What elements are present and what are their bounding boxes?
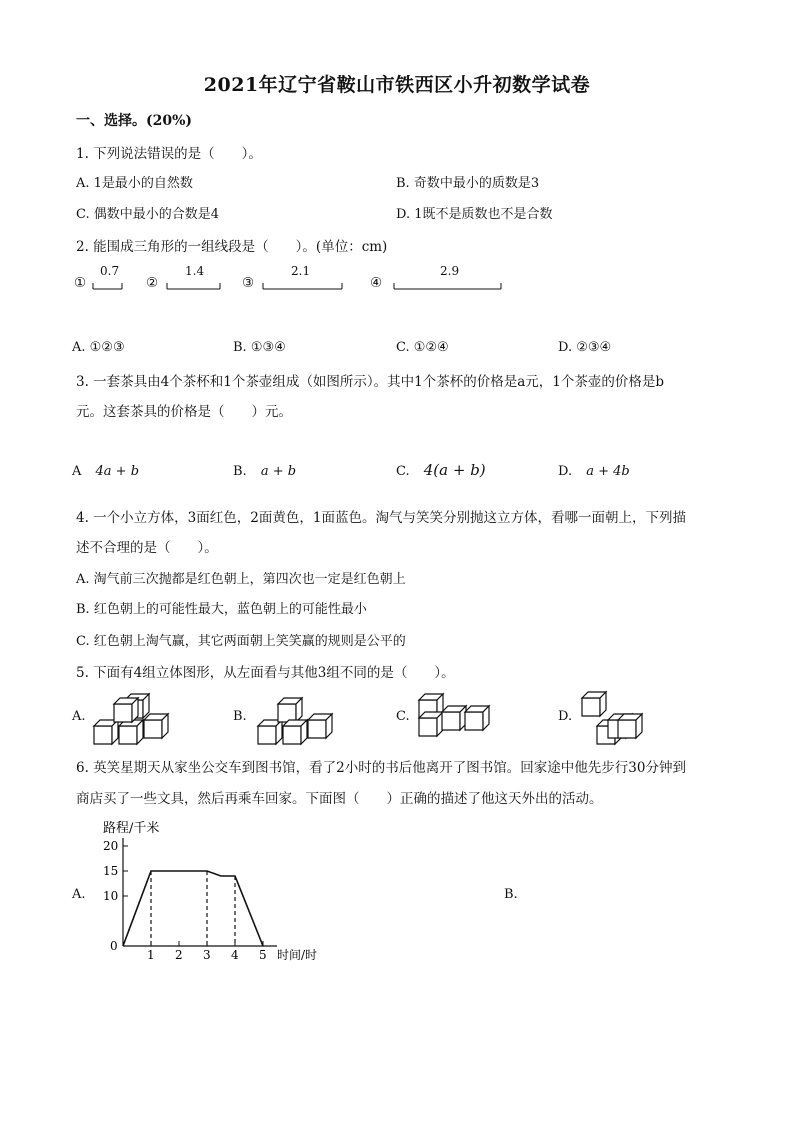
segment-2-mark: ②	[146, 275, 159, 291]
question-5-stem: 5. 下面有4组立体图形，从左面看与其他3组不同的是（ ）。	[76, 665, 455, 681]
segment-4-line	[393, 282, 503, 292]
question-2-stem: 2. 能围成三角形的一组线段是（ ）。(单位：cm)	[76, 239, 388, 255]
question-1-option-d: D. 1既不是质数也不是合数	[396, 207, 553, 222]
question-3-line-1: 3. 一套茶具由4个茶杯和1个茶壶组成（如图所示）。其中1个茶杯的价格是a元，1个茶壶的价格是b	[76, 374, 664, 390]
question-1-stem: 1. 下列说法错误的是（ ）。	[76, 146, 262, 162]
segment-1-line	[92, 282, 124, 292]
y-tick-label: 0	[110, 939, 118, 953]
question-3-option-c	[396, 461, 486, 479]
question-5-option-b-label: B.	[233, 709, 247, 724]
segment-1-mark: ①	[74, 275, 87, 291]
question-6-line-1: 6. 英笑星期天从家坐公交车到图书馆，看了2小时的书后他离开了图书馆。回家途中他先步行30分钟到	[76, 760, 686, 776]
distance-line	[123, 871, 263, 946]
option-a-letter: A	[72, 464, 82, 479]
y-tick-label: 15	[103, 864, 119, 878]
question-5-option-d-label: D.	[558, 709, 573, 724]
question-3-option-a	[72, 464, 139, 479]
distance-time-chart	[95, 818, 340, 968]
section-heading-choice: 一、选择。(20%)	[76, 113, 193, 129]
segment-1-length: 0.7	[100, 264, 120, 278]
question-2-option-b: B. ①③④	[233, 340, 286, 355]
cube-figure-b	[256, 688, 336, 746]
question-3-option-b	[233, 464, 296, 479]
y-axis-title: 路程/千米	[103, 821, 160, 836]
cube-figure-d	[580, 688, 660, 746]
question-6-line-2: 商店买了一些文具，然后再乘车回家。下面图（ ）正确的描述了他这天外出的活动。	[76, 791, 603, 807]
segment-2-line	[166, 282, 222, 292]
y-tick-label: 20	[103, 839, 119, 853]
x-tick-label: 3	[203, 948, 211, 962]
segment-3-line	[262, 282, 344, 292]
x-tick-label: 5	[259, 948, 267, 962]
question-4-option-a: A. 淘气前三次抛都是红色朝上，第四次也一定是红色朝上	[76, 572, 406, 587]
x-tick-label: 1	[147, 948, 155, 962]
question-4-option-c: C. 红色朝上淘气赢，其它两面朝上笑笑赢的规则是公平的	[76, 634, 406, 649]
question-5-option-a-label: A.	[72, 709, 86, 724]
page-title: 2021年辽宁省鞍山市铁西区小升初数学试卷	[203, 74, 591, 96]
segment-4-mark: ④	[370, 275, 383, 291]
question-1-option-b: B. 奇数中最小的质数是3	[396, 176, 540, 191]
question-6-option-a-label: A.	[72, 887, 86, 902]
option-c-letter: C.	[396, 464, 410, 479]
segment-3-length: 2.1	[291, 264, 311, 278]
option-b-letter: B.	[233, 464, 247, 479]
option-a-expression: 4a + b	[95, 464, 140, 479]
question-4-option-b: B. 红色朝上的可能性最大，蓝色朝上的可能性最小	[76, 602, 367, 617]
question-1-option-c: C. 偶数中最小的合数是4	[76, 207, 220, 222]
x-tick-label: 4	[231, 948, 239, 962]
segment-4-length: 2.9	[440, 264, 460, 278]
option-d-expression: a + 4b	[586, 464, 630, 479]
question-2-option-a: A. ①②③	[72, 340, 125, 355]
option-c-expression: 4(a + b)	[423, 461, 486, 479]
question-4-line-1: 4. 一个小立方体，3面红色，2面黄色，1面蓝色。淘气与笑笑分别抛这立方体，看哪一面朝上，下列描	[76, 510, 686, 526]
question-3-line-2: 元。这套茶具的价格是（ ）元。	[76, 404, 292, 420]
question-2-option-d: D. ②③④	[558, 340, 612, 355]
question-4-line-2: 述不合理的是（ ）。	[76, 540, 218, 556]
question-3-option-d	[558, 464, 630, 479]
x-axis-title: 时间/时	[277, 948, 318, 962]
option-b-expression: a + b	[260, 464, 297, 479]
cube-figure-c	[417, 690, 497, 746]
x-tick-label: 2	[175, 948, 183, 962]
question-1-option-a: A. 1是最小的自然数	[76, 176, 193, 191]
question-6-option-b-label: B.	[504, 887, 518, 902]
cube-figure-a	[92, 688, 172, 746]
question-5-option-c-label: C.	[396, 709, 410, 724]
question-2-option-c: C. ①②④	[396, 340, 449, 355]
option-d-letter: D.	[558, 464, 573, 479]
y-tick-label: 10	[103, 889, 119, 903]
segment-2-length: 1.4	[185, 264, 205, 278]
segment-3-mark: ③	[242, 275, 255, 291]
